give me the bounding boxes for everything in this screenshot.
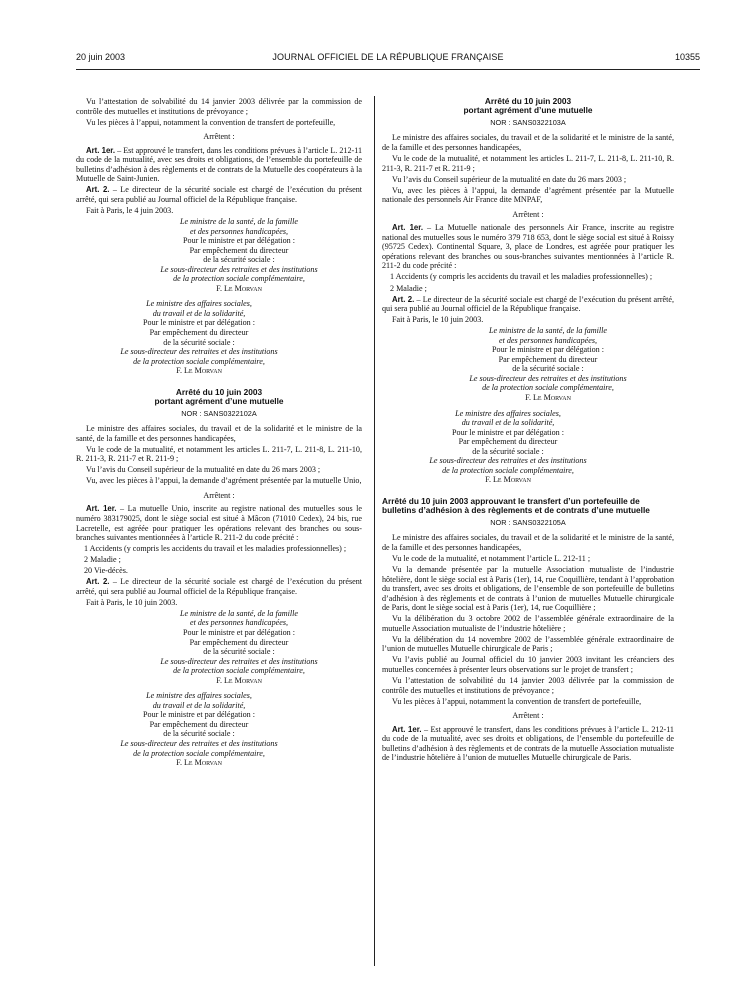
header-journal-title: JOURNAL OFFICIEL DE LA RÉPUBLIQUE FRANÇAISE: [272, 52, 504, 62]
signature-empechement: de la sécurité sociale :: [472, 446, 544, 456]
signature-title: de la protection sociale complémentaire,: [173, 274, 305, 284]
signature-title: Le sous-directeur des retraites et des institutions: [160, 656, 318, 666]
signature-minister: Le ministre de la santé, de la famille: [180, 217, 298, 227]
article-2: [382, 295, 674, 314]
arretent-label: Arrêtent :: [512, 209, 544, 219]
signature-block: [76, 299, 322, 375]
signature-minister: Le ministre des affaires sociales,: [146, 299, 252, 309]
decree-title: Arrêté du 10 juin 2003 approuvant le transfert d’un portefeuille de bulletins d’adhésion à des règlements et de contrats d’une mutuelle: [382, 495, 650, 516]
signature-delegation: Pour le ministre et par délégation :: [143, 318, 255, 328]
article-text: – La Mutuelle nationale des personnels Air France, inscrite au registre national des mutuelles sous le numéro 379 718 653, dont le siège social est situé à Roissy (95725 Cedex). Continental Square, 3, place de Londres, est agréée pour pratiquer les opérations relevant des branches ou sous-branches suivantes mentionnées à l’article R. 211-2 du code précité :: [382, 223, 674, 271]
nor-reference: NOR : SANS0322105A: [490, 517, 566, 527]
signature-title: Le sous-directeur des retraites et des institutions: [160, 264, 318, 274]
article-1: [382, 725, 674, 763]
signature-minister: du travail et de la solidarité,: [152, 700, 246, 710]
paragraph: Vu la délibération du 3 octobre 2002 de l’assemblée générale extraordinaire de la mutuelle Association mutualiste de l’industrie hôtelière ;: [382, 614, 674, 633]
signature-minister: Le ministre de la santé, de la famille: [489, 326, 607, 336]
paragraph: Vu l’avis du Conseil supérieur de la mutualité en date du 26 mars 2003 ;: [392, 174, 627, 184]
signature-empechement: de la sécurité sociale :: [512, 364, 584, 374]
article-label: Art. 1er.: [392, 724, 422, 734]
paragraph: Vu le code de la mutualité, et notamment l’article L. 212-11 ;: [392, 553, 591, 563]
paragraph: Vu, avec les pièces à l’appui, la demande d’agrément présentée par la Mutuelle nationale des personnels Air France dite MNPAF,: [382, 185, 674, 205]
paragraph: Le ministre des affaires sociales, du travail et de la solidarité et le ministre de la santé, de la famille et des personnes handicapées,: [76, 424, 362, 443]
signature-title: de la protection sociale complémentaire,: [133, 356, 265, 366]
signature-block: [116, 217, 362, 293]
list-item: 1 Accidents (y compris les accidents du travail et les maladies professionnelles) ;: [84, 544, 347, 554]
signature-delegation: Pour le ministre et par délégation :: [452, 427, 564, 437]
article-label: Art. 1er.: [86, 145, 116, 155]
paragraph: Vu l’attestation de solvabilité du 14 janvier 2003 délivrée par la commission de contrôle des mutuelles et institutions de prévoyance ;: [382, 675, 674, 695]
decree-title: Arrêté du 10 juin 2003: [484, 96, 572, 106]
signature-title: de la protection sociale complémentaire,: [173, 666, 305, 676]
header-date: 20 juin 2003: [76, 52, 126, 62]
signature-minister: du travail et de la solidarité,: [152, 308, 246, 318]
signature-minister: et des personnes handicapées,: [189, 618, 288, 628]
article-label: Art. 2.: [86, 577, 110, 587]
signature-title: Le sous-directeur des retraites et des institutions: [469, 373, 627, 383]
signature-empechement: de la sécurité sociale :: [203, 255, 275, 265]
column-divider: [374, 96, 375, 966]
signature-minister: Le ministre des affaires sociales,: [146, 691, 252, 701]
article-1: [382, 223, 674, 271]
article-text: – Est approuvé le transfert, dans les conditions prévues à l’article L. 212-11 du code de la mutualité, avec ses droits et obligations, de l’ensemble du portefeuille de bulletins d’adhésion à des règlements et de contrats de la mutuelle Association mutualiste de l’industrie hôtelière à l’union de mutuelles Mutuelle chirurgicale de Paris.: [382, 724, 674, 763]
nor-reference: NOR : SANS0322102A: [181, 408, 257, 418]
paragraph: Le ministre des affaires sociales, du travail et de la solidarité et le ministre de la santé, de la famille et des personnes handicapées,: [382, 533, 674, 552]
fait-a-paris: Fait à Paris, le 10 juin 2003.: [86, 597, 178, 607]
signature-block: [116, 609, 362, 685]
article-1: [76, 504, 362, 542]
signature-name: F. Le Morvan: [176, 366, 222, 376]
signature-title: de la protection sociale complémentaire,: [133, 748, 265, 758]
paragraph: Vu l’attestation de solvabilité du 14 janvier 2003 délivrée par la commission de contrôle des mutuelles et institutions de prévoyance ;: [76, 97, 362, 116]
signature-empechement: de la sécurité sociale :: [163, 729, 235, 739]
signature-empechement: Par empêchement du directeur: [498, 354, 598, 364]
signature-minister: et des personnes handicapées,: [498, 335, 597, 345]
arretent-label: Arrêtent :: [512, 711, 544, 721]
signature-block: [382, 409, 634, 485]
header-rule: [76, 69, 700, 70]
article-text: – Le directeur de la sécurité sociale est chargé de l’exécution du présent arrêté, qui sera publié au Journal officiel de la République française.: [76, 577, 362, 596]
signature-empechement: de la sécurité sociale :: [163, 337, 235, 347]
signature-empechement: Par empêchement du directeur: [149, 719, 249, 729]
signature-title: Le sous-directeur des retraites et des institutions: [120, 739, 278, 749]
list-item: 2 Maladie ;: [390, 283, 427, 293]
article-2: [76, 577, 362, 596]
signature-empechement: de la sécurité sociale :: [203, 647, 275, 657]
article-text: – Le directeur de la sécurité sociale est chargé de l’exécution du présent arrêté, qui sera publié au Journal officiel de la République française.: [76, 185, 362, 204]
signature-name: F. Le Morvan: [216, 283, 262, 293]
signature-title: de la protection sociale complémentaire,: [442, 465, 574, 475]
decree-subtitle: portant agrément d’une mutuelle: [463, 105, 593, 116]
paragraph: Vu les pièces à l’appui, notamment la convention de transfert de portefeuille,: [392, 696, 642, 706]
arretent-label: Arrêtent :: [203, 132, 235, 142]
arretent-label: Arrêtent :: [203, 490, 235, 500]
signature-name: F. Le Morvan: [485, 475, 531, 485]
signature-delegation: Pour le ministre et par délégation :: [143, 710, 255, 720]
signature-title: Le sous-directeur des retraites et des institutions: [429, 456, 587, 466]
list-item: 20 Vie-décès.: [84, 566, 128, 576]
paragraph: Vu la délibération du 14 novembre 2002 de l’assemblée générale extraordinaire de l’union de mutuelles Mutuelle chirurgicale de Paris ;: [382, 634, 674, 654]
page-header: [76, 52, 700, 66]
list-item: 2 Maladie ;: [84, 555, 121, 565]
article-label: Art. 1er.: [392, 223, 424, 233]
article-1: [76, 146, 362, 184]
signature-empechement: Par empêchement du directeur: [149, 328, 249, 338]
signature-minister: du travail et de la solidarité,: [461, 418, 555, 428]
signature-delegation: Pour le ministre et par délégation :: [183, 236, 295, 246]
signature-name: F. Le Morvan: [525, 393, 571, 403]
fait-a-paris: Fait à Paris, le 10 juin 2003.: [392, 315, 484, 325]
list-item: 1 Accidents (y compris les accidents du travail et les maladies professionnelles) ;: [390, 272, 653, 282]
signature-minister: et des personnes handicapées,: [189, 226, 288, 236]
signature-name: F. Le Morvan: [176, 758, 222, 768]
signature-block: [422, 326, 674, 402]
paragraph: Vu les pièces à l’appui, notamment la convention de transfert de portefeuille,: [86, 117, 336, 127]
signature-empechement: Par empêchement du directeur: [458, 437, 558, 447]
signature-minister: Le ministre des affaires sociales,: [455, 408, 561, 418]
article-label: Art. 2.: [392, 294, 415, 304]
article-text: – Est approuvé le transfert, dans les conditions prévues à l’article L. 212-11 du code de la mutualité, avec ses droits et obligations, de l’ensemble du portefeuille de bulletins d’adhésion à des règlements et de contrats de la Mutuelle des coopérateurs à la Mutuelle de Saint-Junien.: [76, 145, 362, 184]
signature-minister: Le ministre de la santé, de la famille: [180, 608, 298, 618]
signature-title: Le sous-directeur des retraites et des institutions: [120, 347, 278, 357]
header-page-number: 10355: [674, 52, 700, 62]
signature-delegation: Pour le ministre et par délégation :: [492, 345, 604, 355]
signature-delegation: Pour le ministre et par délégation :: [183, 628, 295, 638]
paragraph: Le ministre des affaires sociales, du travail et de la solidarité et le ministre de la santé, de la famille et des personnes handicapées,: [382, 133, 674, 152]
signature-empechement: Par empêchement du directeur: [189, 637, 289, 647]
paragraph: Vu l’avis du Conseil supérieur de la mutualité en date du 26 mars 2003 ;: [86, 465, 321, 475]
article-text: – Le directeur de la sécurité sociale est chargé de l’exécution du présent arrêté, qui sera publié au Journal officiel de la République française.: [382, 294, 674, 314]
paragraph: Vu la demande présentée par la mutuelle Association mutualiste de l’industrie hôtelière, dont le siège social est à Paris (1er), 14, rue Coquillière, tendant à l’approbation du transfert, avec ses droits et obligations, de l’ensemble de son portefeuille de bulletins d’adhésion à des règlements et de contrats à l’union de mutuelles Mutuelle chirurgicale de Paris, dont le siège social est à Paris (1er), 14, rue Coquillière ;: [382, 564, 674, 613]
decree-title: Arrêté du 10 juin 2003: [175, 386, 263, 397]
article-text: – La mutuelle Unio, inscrite au registre national des mutuelles sous le numéro 383179025, dont le siège social est situé à Mâcon (71010 Cedex), 24 bis, rue Lacretelle, est agréée pour pratiquer les opérations relevant des branches ou sous-branches suivantes mentionnées à l’article R. 211-2 du code précité :: [76, 504, 362, 543]
paragraph: Vu le code de la mutualité, et notamment les articles L. 211-7, L. 211-8, L. 211-10, R. 211-3, R. 211-7 et R. 211-9 ;: [76, 444, 362, 464]
signature-title: de la protection sociale complémentaire,: [482, 383, 614, 393]
fait-a-paris: Fait à Paris, le 4 juin 2003.: [86, 205, 174, 215]
signature-block: [76, 691, 322, 767]
paragraph: Vu l’avis publié au Journal officiel du 10 janvier 2003 invitant les créanciers des mutuelles concernées à présenter leurs observations sur le projet de transfert ;: [382, 655, 674, 674]
paragraph: Vu le code de la mutualité, et notamment les articles L. 211-7, L. 211-8, L. 211-10, R. 211-3, R. 211-7 et R. 211-9 ;: [382, 153, 674, 173]
paragraph: Vu, avec les pièces à l’appui, la demande d’agrément présentée par la mutuelle Unio,: [86, 476, 362, 486]
nor-reference: NOR : SANS0322103A: [490, 117, 566, 127]
signature-name: F. Le Morvan: [216, 675, 262, 685]
article-label: Art. 2.: [86, 185, 110, 195]
article-label: Art. 1er.: [86, 504, 117, 514]
article-2: [76, 185, 362, 204]
decree-subtitle: portant agrément d’une mutuelle: [154, 396, 284, 407]
right-column: [382, 97, 674, 764]
signature-empechement: Par empêchement du directeur: [189, 245, 289, 255]
left-column: [76, 97, 362, 768]
